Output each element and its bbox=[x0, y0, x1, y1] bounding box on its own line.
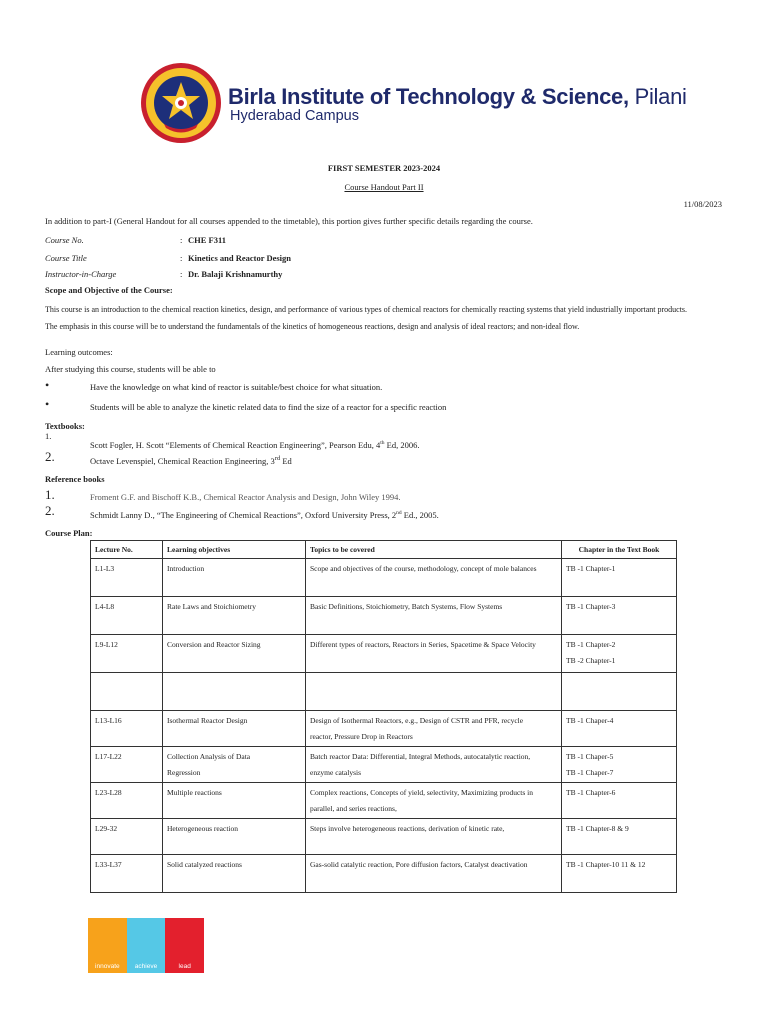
table-cell-line: TB -1 Chapter-8 & 9 bbox=[566, 824, 629, 833]
table-row bbox=[91, 819, 677, 855]
table-cell bbox=[163, 635, 306, 673]
reference-2-end: Ed., 2005. bbox=[401, 509, 439, 520]
table-cell-line: Batch reactor Data: Differential, Integral Methods, autocatalytic reaction, bbox=[310, 752, 531, 761]
table-cell-line: parallel, and series reactions, bbox=[310, 804, 397, 813]
bullet-2: • bbox=[45, 397, 50, 411]
scope-heading: Scope and Objective of the Course: bbox=[45, 285, 173, 295]
table-cell bbox=[306, 635, 562, 673]
table-cell-line: TB -1 Chapter-10 11 & 12 bbox=[566, 860, 646, 869]
table-cell bbox=[306, 783, 562, 819]
reference-2-sup: nd bbox=[396, 510, 402, 516]
institute-name bbox=[228, 84, 687, 110]
textbook-2-text: Octave Levenspiel, Chemical Reaction Engineering, 3 bbox=[90, 455, 275, 466]
outcomes-lead: After studying this course, students will be able to bbox=[45, 364, 216, 374]
instructor-label: Instructor-in-Charge bbox=[45, 269, 117, 279]
table-cell-line: L1-L3 bbox=[95, 564, 115, 573]
table-cell bbox=[562, 597, 677, 635]
table-cell bbox=[91, 597, 163, 635]
textbook-1 bbox=[90, 437, 419, 451]
reference-2-number: 2. bbox=[45, 503, 55, 518]
col-chapter: Chapter in the Text Book bbox=[562, 541, 677, 559]
table-row bbox=[91, 673, 677, 711]
textbook-1-end: Ed, 2006. bbox=[384, 439, 420, 450]
institute-name-text: Birla Institute of Technology & Science, bbox=[228, 84, 629, 109]
table-row bbox=[91, 711, 677, 747]
outcome-2: Students will be able to analyze the kinetic related data to find the size of a reactor for a specific reaction bbox=[90, 402, 447, 412]
table-cell-line: Collection Analysis of Data bbox=[167, 752, 251, 761]
brand-block-innovate bbox=[88, 918, 127, 973]
reference-2 bbox=[90, 507, 439, 521]
table-cell bbox=[306, 559, 562, 597]
course-plan-body bbox=[91, 559, 677, 893]
table-cell bbox=[562, 747, 677, 783]
table-cell bbox=[562, 855, 677, 893]
bullet-1: • bbox=[45, 378, 50, 392]
table-cell-line: Complex reactions, Concepts of yield, selectivity, Maximizing products in bbox=[310, 788, 534, 797]
table-row bbox=[91, 597, 677, 635]
table-row bbox=[91, 559, 677, 597]
col-lecture-no: Lecture No. bbox=[91, 541, 163, 559]
table-cell bbox=[163, 597, 306, 635]
table-row bbox=[91, 783, 677, 819]
brand-block-lead bbox=[165, 918, 204, 973]
table-cell bbox=[91, 819, 163, 855]
table-row bbox=[91, 747, 677, 783]
reference-1: Froment G.F. and Bischoff K.B., Chemical Reactor Analysis and Design, John Wiley 1994. bbox=[90, 492, 401, 502]
table-cell-line: L17-L22 bbox=[95, 752, 122, 761]
table-cell-line: TB -2 Chapter-1 bbox=[566, 656, 616, 665]
scope-paragraph-1: This course is an introduction to the chemical reaction kinetics, design, and performance of various types of chemical reactors for chemically reacting systems that yield industrially important products. bbox=[45, 305, 688, 314]
table-cell bbox=[91, 559, 163, 597]
textbook-2-sup: rd bbox=[274, 455, 281, 462]
table-cell-line: Regression bbox=[167, 768, 201, 777]
table-cell bbox=[306, 711, 562, 747]
brand-bar bbox=[88, 918, 204, 973]
table-cell-line: TB -1 Chapter-1 bbox=[566, 564, 616, 573]
table-row bbox=[91, 855, 677, 893]
course-plan-heading: Course Plan: bbox=[45, 528, 93, 538]
table-cell-line: Solid catalyzed reactions bbox=[167, 860, 242, 869]
course-title-value: Kinetics and Reactor Design bbox=[188, 253, 292, 263]
table-cell-line: TB -1 Chaper-4 bbox=[566, 716, 614, 725]
table-cell-line: TB -1 Chapter-6 bbox=[566, 788, 616, 797]
table-cell-line: Heterogeneous reaction bbox=[167, 824, 239, 833]
col-learning-objectives: Learning objectives bbox=[163, 541, 306, 559]
campus-name: Hyderabad Campus bbox=[230, 108, 359, 124]
table-cell-line: L23-L28 bbox=[95, 788, 122, 797]
outcomes-heading: Learning outcomes: bbox=[45, 347, 113, 357]
table-cell bbox=[163, 819, 306, 855]
table-cell bbox=[91, 635, 163, 673]
outcome-1: Have the knowledge on what kind of reactor is suitable/best choice for what situation. bbox=[90, 382, 383, 392]
brand-word-lead: lead bbox=[178, 963, 191, 970]
table-cell bbox=[91, 783, 163, 819]
table-cell-line: Gas-solid catalytic reaction, Pore diffusion factors, Catalyst deactivation bbox=[310, 860, 528, 869]
table-cell bbox=[163, 783, 306, 819]
table-cell-line: L33-L37 bbox=[95, 860, 122, 869]
textbook-2-end: Ed bbox=[280, 455, 292, 466]
reference-2-text: Schmidt Lanny D., “The Engineering of Chemical Reactions”, Oxford University Press, 2 bbox=[90, 509, 397, 520]
course-no-value: CHE F311 bbox=[188, 235, 227, 245]
table-cell-line: Rate Laws and Stoichiometry bbox=[167, 602, 256, 611]
table-cell-line: L9-L12 bbox=[95, 640, 118, 649]
table-cell bbox=[306, 855, 562, 893]
table-cell bbox=[163, 855, 306, 893]
brand-word-achieve: achieve bbox=[134, 963, 158, 970]
textbook-2 bbox=[90, 453, 292, 467]
institute-seal bbox=[140, 62, 222, 144]
table-cell bbox=[306, 597, 562, 635]
textbook-1-number: 1. bbox=[45, 431, 52, 441]
col-topics: Topics to be covered bbox=[306, 541, 562, 559]
table-cell-line: Conversion and Reactor Sizing bbox=[167, 640, 261, 649]
table-cell bbox=[562, 819, 677, 855]
reference-1-number: 1. bbox=[45, 487, 55, 502]
table-cell-line: Design of Isothermal Reactors, e.g., Design of CSTR and PFR, recycle bbox=[310, 716, 524, 725]
textbook-2-number: 2. bbox=[45, 449, 55, 464]
table-header-row bbox=[91, 541, 677, 559]
institute-place: Pilani bbox=[634, 84, 687, 109]
textbooks-heading: Textbooks: bbox=[45, 421, 85, 431]
intro-paragraph: In addition to part-I (General Handout for all courses appended to the timetable), this portion gives further specific details regarding the course. bbox=[45, 216, 533, 226]
table-cell-line: TB -1 Chapter-3 bbox=[566, 602, 616, 611]
handout-title: Course Handout Part II bbox=[344, 182, 424, 192]
table-cell bbox=[306, 819, 562, 855]
table-cell bbox=[163, 747, 306, 783]
table-cell-line: Basic Definitions, Stoichiometry, Batch Systems, Flow Systems bbox=[310, 602, 503, 611]
table-cell bbox=[163, 673, 306, 711]
table-cell bbox=[91, 855, 163, 893]
textbook-1-text: Scott Fogler, H. Scott “Elements of Chemical Reaction Engineering”, Pearson Edu, 4 bbox=[90, 439, 381, 450]
table-cell bbox=[163, 711, 306, 747]
reference-heading: Reference books bbox=[45, 474, 105, 484]
table-cell-line: Isothermal Reactor Design bbox=[167, 716, 248, 725]
table-cell-line: L4-L8 bbox=[95, 602, 115, 611]
table-cell bbox=[91, 673, 163, 711]
table-cell bbox=[91, 711, 163, 747]
table-cell-line: L13-L16 bbox=[95, 716, 122, 725]
table-cell bbox=[562, 635, 677, 673]
instructor-sep: : bbox=[180, 269, 183, 279]
brand-block-achieve bbox=[127, 918, 166, 973]
table-cell-line: Multiple reactions bbox=[167, 788, 222, 797]
table-cell-line: Different types of reactors, Reactors in Series, Spacetime & Space Velocity bbox=[310, 640, 536, 649]
table-cell bbox=[306, 673, 562, 711]
course-no-label: Course No. bbox=[45, 235, 84, 245]
table-cell bbox=[306, 747, 562, 783]
table-row bbox=[91, 635, 677, 673]
table-cell-line: Steps involve heterogeneous reactions, derivation of kinetic rate, bbox=[310, 824, 505, 833]
course-no-sep: : bbox=[180, 235, 183, 245]
brand-word-innovate: innovate bbox=[95, 963, 120, 970]
table-cell-line: TB -1 Chapter-2 bbox=[566, 640, 616, 649]
table-cell-line: L29-32 bbox=[95, 824, 118, 833]
table-cell bbox=[163, 559, 306, 597]
scope-paragraph-2: The emphasis in this course will be to understand the fundamentals of the kinetics of homogeneous reactions, design and analysis of ideal reactors; and non-ideal flow. bbox=[45, 322, 580, 331]
document-date: 11/08/2023 bbox=[683, 199, 722, 209]
table-cell bbox=[562, 673, 677, 711]
course-title-label: Course Title bbox=[45, 253, 87, 263]
table-cell-line: TB -1 Chaper-5 bbox=[566, 752, 614, 761]
table-cell-line: Introduction bbox=[167, 564, 205, 573]
table-cell bbox=[562, 783, 677, 819]
table-cell bbox=[91, 747, 163, 783]
course-plan-table bbox=[90, 540, 677, 893]
table-cell-line: Scope and objectives of the course, methodology, concept of mole balances bbox=[310, 564, 537, 573]
table-cell bbox=[562, 559, 677, 597]
table-cell-line: TB -1 Chaper-7 bbox=[566, 768, 614, 777]
semester-title: FIRST SEMESTER 2023-2024 bbox=[327, 163, 441, 173]
table-cell-line: reactor, Pressure Drop in Reactors bbox=[310, 732, 413, 741]
course-title-sep: : bbox=[180, 253, 183, 263]
instructor-value: Dr. Balaji Krishnamurthy bbox=[188, 269, 283, 279]
textbook-1-sup: th bbox=[380, 440, 385, 446]
table-cell bbox=[562, 711, 677, 747]
table-cell-line: enzyme catalysis bbox=[310, 768, 362, 777]
